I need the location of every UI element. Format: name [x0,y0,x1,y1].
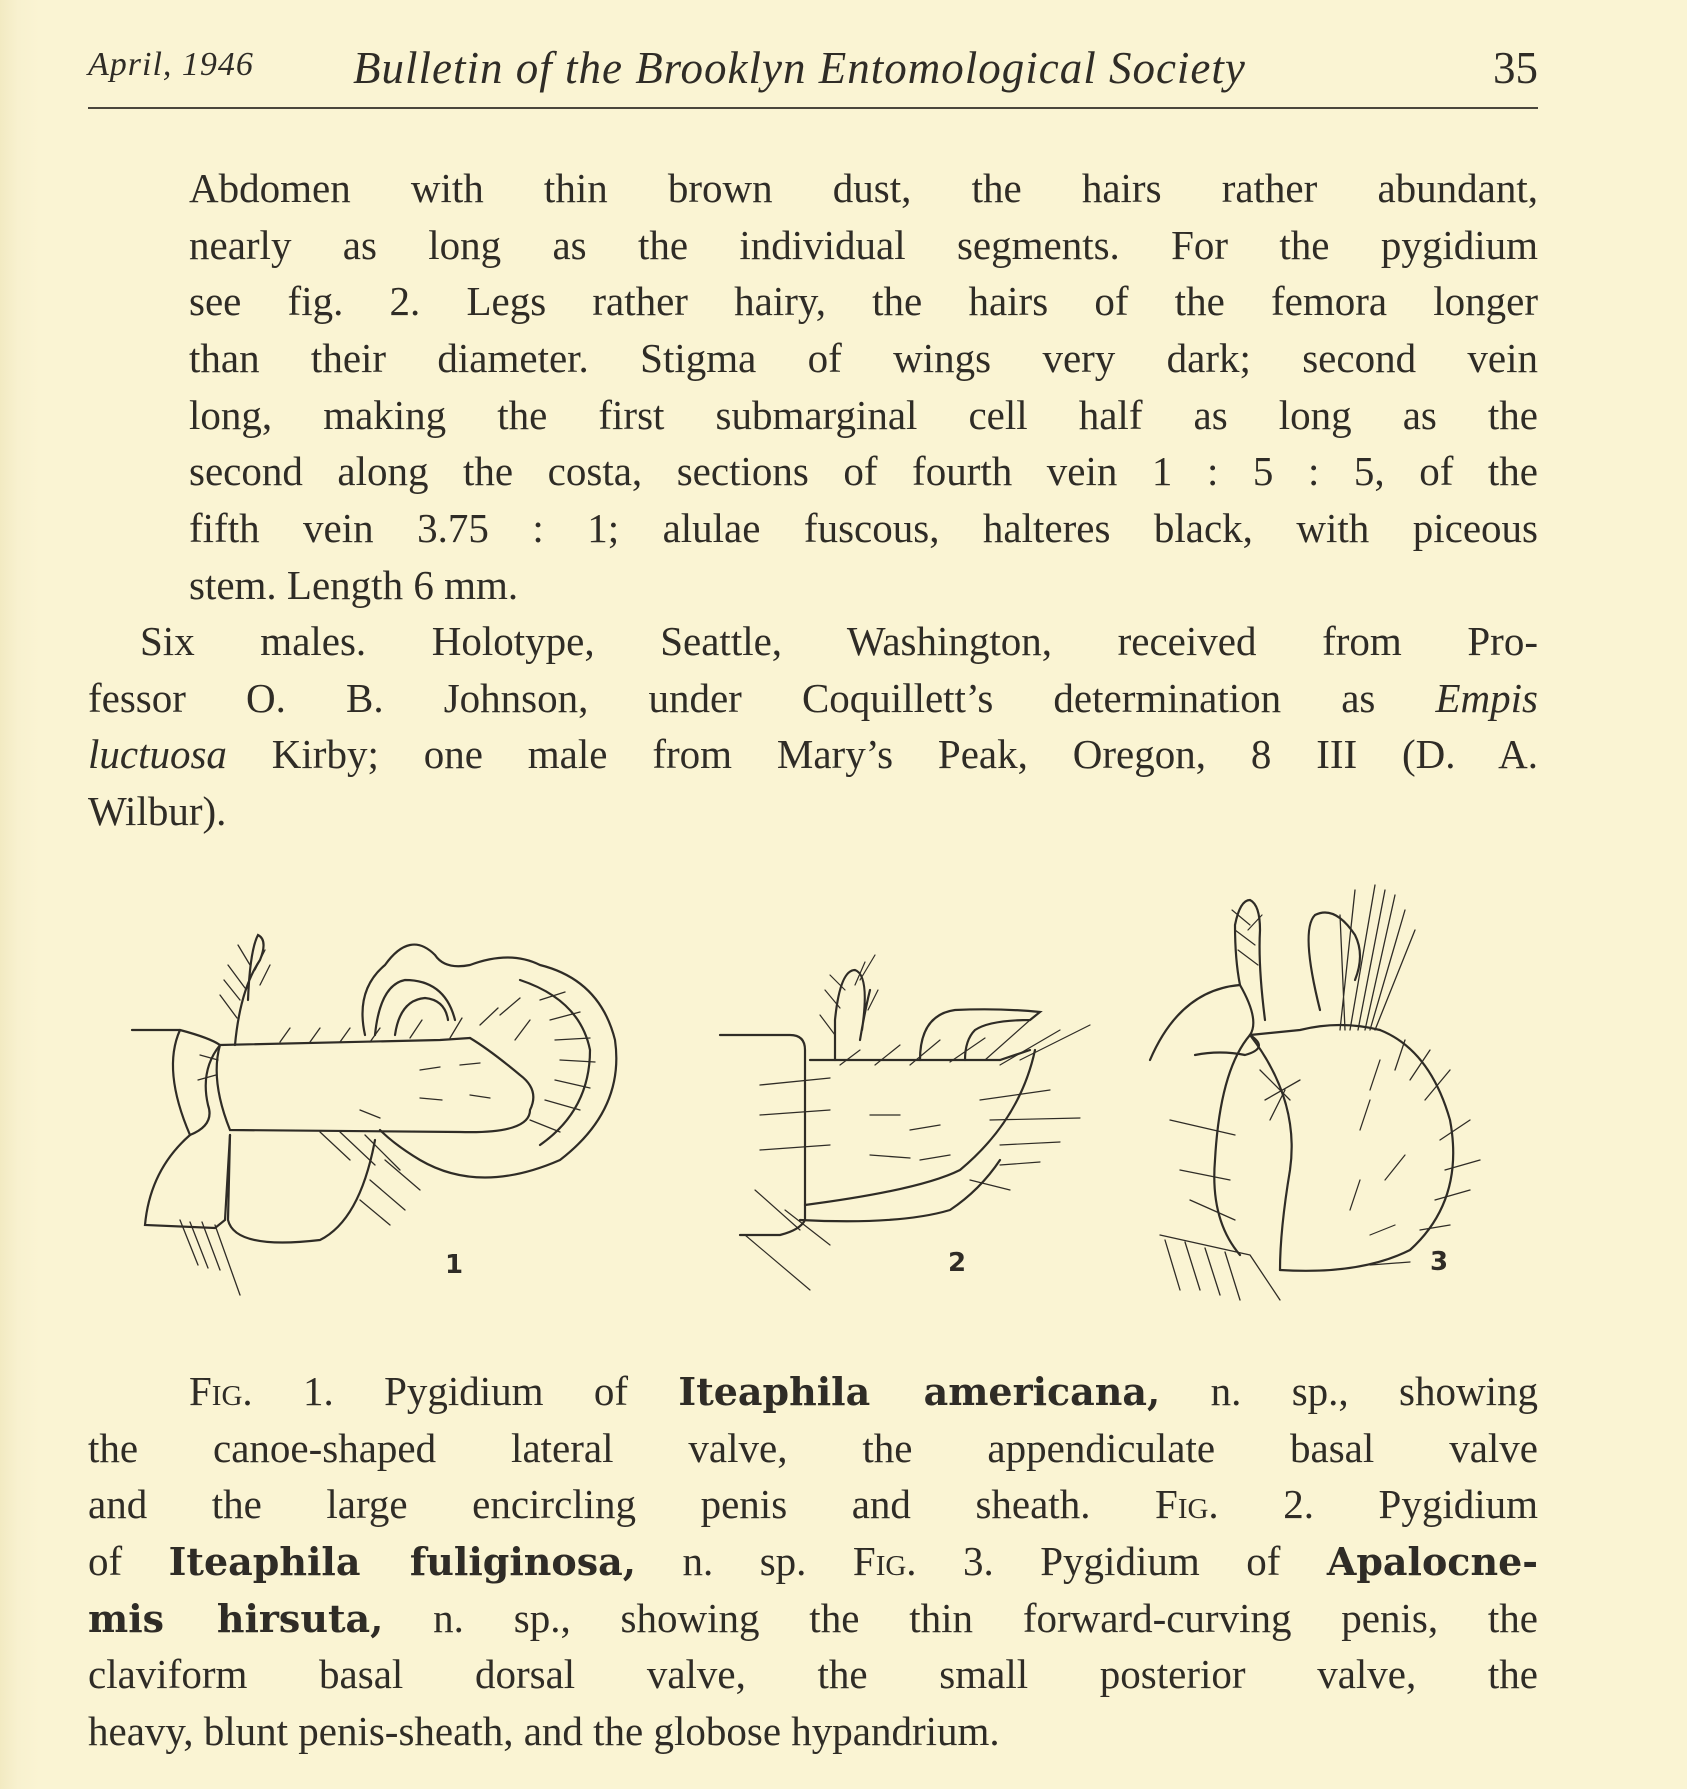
journal-title: Bulletin of the Brooklyn Entomological Society [353,43,1246,93]
figure-2-number: 2 [948,1248,967,1278]
fig-1-ref: Fig. 1. [189,1368,334,1414]
text-span: n. sp., showing the thin forward-curving penis, the [383,1594,1539,1641]
figure-2-drawing [700,890,1120,1310]
genus-name: Empis [1435,674,1538,721]
caption-line: heavy, blunt penis-sheath, and the globose hypandrium. [88,1708,1000,1755]
species-name: Iteaphila americana, [678,1369,1161,1414]
text-span: Pygidium of [993,1538,1327,1585]
issue-date: April, 1946 [88,46,254,83]
caption-line [88,1533,1538,1590]
text-span: Pygidium of [333,1368,679,1414]
caption-line [88,1590,1538,1647]
text-span: Kirby; one male from Mary’s Peak, Oregon, 8 III (D. A. [226,731,1538,778]
text-line: long, making the first submarginal cell half as long as the [189,391,1538,438]
material-paragraph [88,613,1538,840]
caption-line [88,1476,1538,1533]
text-line: Abdomen with thin brown dust, the hairs rather abundant, [189,165,1538,211]
species-name: luctuosa [88,731,227,778]
caption-line: claviform basal dorsal valve, the small posterior valve, the [88,1651,1538,1698]
running-header [88,40,1538,110]
figure-3-number: 3 [1430,1247,1449,1277]
header-rule [88,107,1538,109]
text-line: stem. Length 6 mm. [189,561,519,608]
species-name: mis hirsuta, [88,1595,384,1641]
description-paragraph [88,160,1538,614]
text-line: fifth vein 3.75 : 1; alulae fuscous, halteres black, with piceous [189,505,1538,552]
fig-3-ref: Fig. 3. [852,1538,994,1585]
text-line: Six males. Holotype, Seattle, Washington, received from Pro- [140,618,1538,664]
text-span: n. sp., showing [1160,1368,1538,1414]
figure-1-drawing [120,870,680,1310]
fig-2-ref: Fig. 2. [1155,1481,1314,1528]
text-line: than their diameter. Stigma of wings very dark; second vein [189,335,1538,382]
text-span: and the large encircling penis and sheath. [88,1481,1156,1528]
figure-plate [120,870,1540,1330]
figure-2 [700,890,1120,1315]
page-number: 35 [1493,43,1538,93]
text-line: Wilbur). [88,788,227,835]
species-name: Iteaphila fuliginosa, [168,1539,636,1585]
text-line [88,670,1538,727]
figure-1 [120,870,680,1315]
caption-line: the canoe-shaped lateral valve, the appendiculate basal valve [88,1424,1538,1471]
figure-caption [88,1363,1538,1760]
text-line: nearly as long as the individual segments. For the pygidium [189,221,1538,268]
caption-line [88,1363,1538,1420]
species-name: Apalocne- [1326,1539,1539,1585]
figure-3 [1140,870,1540,1355]
figure-3-drawing [1140,870,1540,1350]
text-line [88,726,1538,783]
text-span: of [88,1538,169,1585]
text-line: see fig. 2. Legs rather hairy, the hairs of the femora longer [189,278,1538,325]
text-span: fessor O. B. Johnson, under Coquillett’s determination as [88,674,1436,721]
text-span: Pygidium [1313,1481,1539,1528]
figure-1-number: 1 [445,1250,464,1280]
text-line: second along the costa, sections of fourth vein 1 : 5 : 5, of the [189,448,1538,495]
text-span: n. sp. [636,1538,853,1585]
